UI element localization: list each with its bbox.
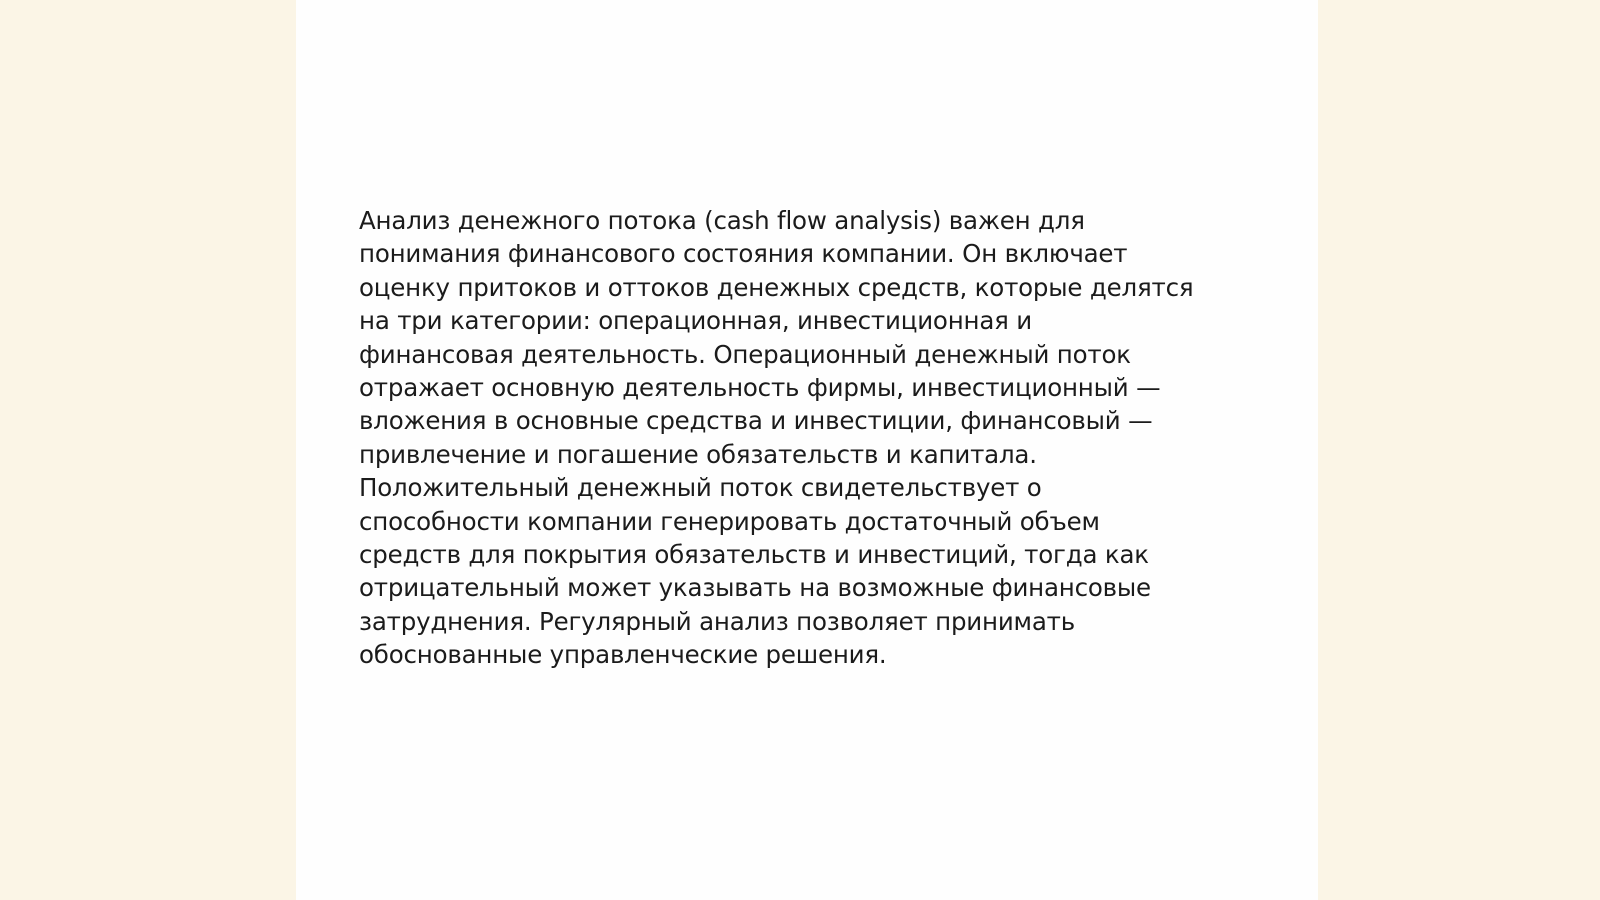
text-line: вложения в основные средства и инвестиции, финансовый — bbox=[359, 406, 1153, 436]
text-line: оценку притоков и оттоков денежных средств, которые делятся bbox=[359, 272, 1194, 302]
text-line: понимания финансового состояния компании. Он включает bbox=[359, 239, 1128, 269]
text-line: способности компании генерировать достаточный объем bbox=[359, 506, 1100, 536]
document-page bbox=[296, 0, 1318, 900]
document-paragraph bbox=[359, 204, 1239, 672]
text-line: затруднения. Регулярный анализ позволяет принимать bbox=[359, 606, 1075, 636]
right-margin bbox=[1318, 0, 1600, 900]
text-line: средств для покрытия обязательств и инвестиций, тогда как bbox=[359, 540, 1149, 570]
text-line: обоснованные управленческие решения. bbox=[359, 640, 887, 670]
text-line: привлечение и погашение обязательств и капитала. bbox=[359, 439, 1037, 469]
text-line: на три категории: операционная, инвестиционная и bbox=[359, 306, 1033, 336]
text-line: Положительный денежный поток свидетельствует о bbox=[359, 473, 1042, 503]
text-line: отражает основную деятельность фирмы, инвестиционный — bbox=[359, 373, 1161, 403]
left-margin bbox=[0, 0, 296, 900]
text-line: отрицательный может указывать на возможные финансовые bbox=[359, 573, 1151, 603]
text-line: финансовая деятельность. Операционный денежный поток bbox=[359, 339, 1131, 369]
text-line: Анализ денежного потока (cash flow analysis) важен для bbox=[359, 206, 1085, 235]
